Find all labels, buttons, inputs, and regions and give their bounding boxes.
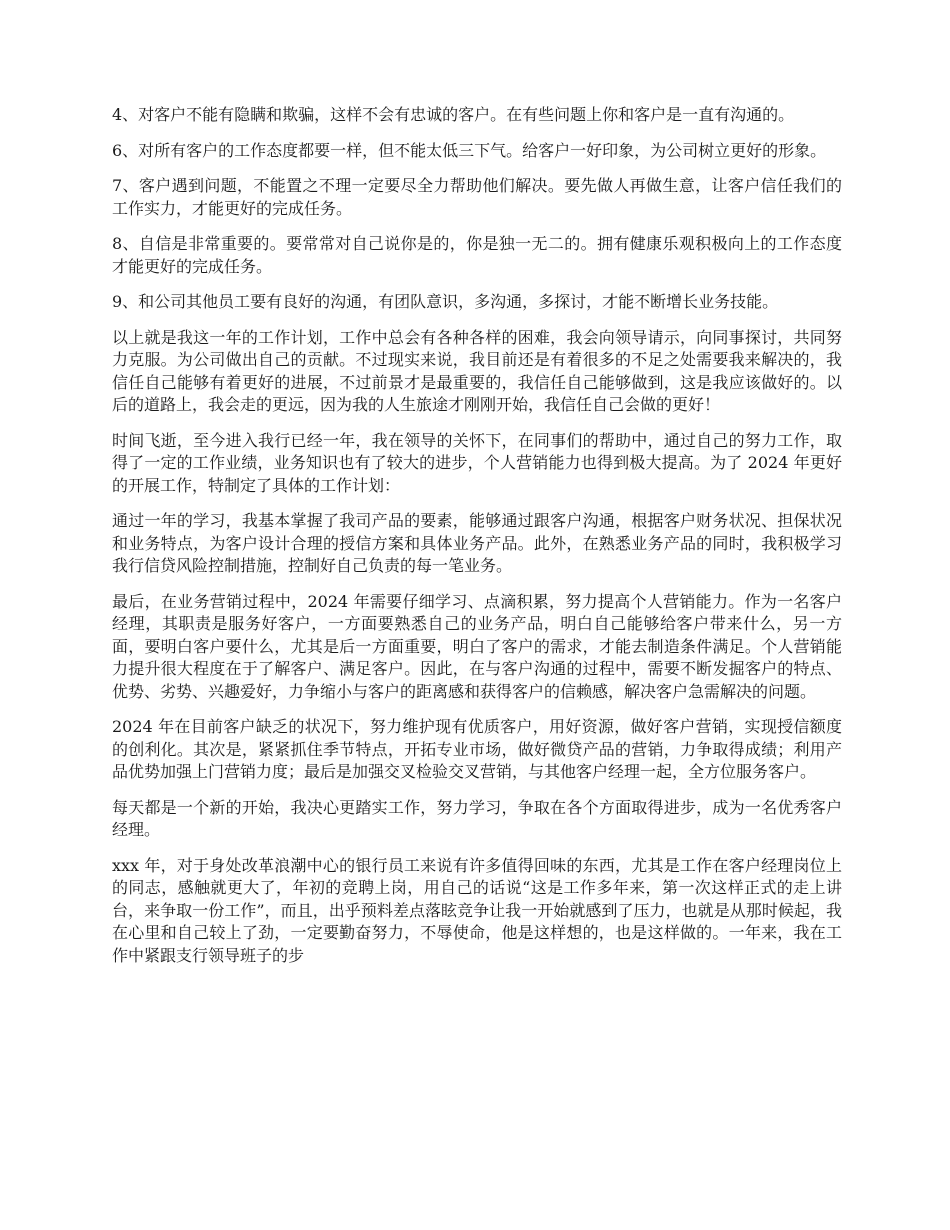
paragraph-time-flies: 时间飞逝，至今进入我行已经一年，我在领导的关怀下，在同事们的帮助中，通过自己的努力工作，取得了一定的工作业绩，业务知识也有了较大的进步，个人营销能力也得到极大提高。为了 2024 年更好的开展工作，特制定了具体的工作计划： bbox=[112, 430, 842, 495]
document-page bbox=[112, 104, 842, 980]
paragraph-item-4: 4、对客户不能有隐瞒和欺骗，这样不会有忠诚的客户。在有些问题上你和客户是一直有沟通的。 bbox=[112, 105, 795, 124]
paragraph-summary: 以上就是我这一年的工作计划，工作中总会有各种各样的困难，我会向领导请示，向同事探讨，共同努力克服。为公司做出自己的贡献。不过现实来说，我目前还是有着很多的不足之处需要我来解决的，我信任自己能够有着更好的进展，不过前景才是最重要的，我信任自己能够做到，这是我应该做好的。以后的道路上，我会走的更远，因为我的人生旅途才刚刚开始，我信任自己会做的更好！ bbox=[112, 327, 842, 414]
paragraph-new-start: 每天都是一个新的开始，我决心更踏实工作，努力学习，争取在各个方面取得进步，成为一名优秀客户经理。 bbox=[112, 797, 842, 839]
paragraph-item-8: 8、自信是非常重要的。要常常对自己说你是的，你是独一无二的。拥有健康乐观积极向上的工作态度才能更好的完成任务。 bbox=[112, 234, 842, 276]
paragraph-xxx-year: xxx 年，对于身处改革浪潮中心的银行员工来说有许多值得回味的东西，尤其是工作在客户经理岗位上的同志，感触就更大了，年初的竞聘上岗，用自己的话说“这是工作多年来，第一次这样正式的走上讲台，来争取一份工作”，而且，出乎预料差点落眩竞争让我一开始就感到了压力，也就是从那时候起，我在心里和自己较上了劲，一定要勤奋努力，不辱使命，他是这样想的，也是这样做的。一年来，我在工作中紧跟支行领导班子的步 bbox=[112, 855, 842, 965]
paragraph-item-9: 9、和公司其他员工要有良好的沟通，有团队意识，多沟通，多探讨，才能不断增长业务技能。 bbox=[112, 292, 779, 311]
paragraph-learning: 通过一年的学习，我基本掌握了我司产品的要素，能够通过跟客户沟通，根据客户财务状况、担保状况和业务特点，为客户设计合理的授信方案和具体业务产品。此外，在熟悉业务产品的同时，我积极学习我行信贷风险控制措施，控制好自己负责的每一笔业务。 bbox=[112, 511, 842, 575]
paragraph-marketing: 最后，在业务营销过程中，2024 年需要仔细学习、点滴积累，努力提高个人营销能力。作为一名客户经理，其职责是服务好客户，一方面要熟悉自己的业务产品，明白自己能够给客户带来什么，另一方面，要明白客户要什么，尤其是后一方面重要，明白了客户的需求，才能去制造条件满足。个人营销能力提升很大程度在于了解客户、满足客户。因此，在与客户沟通的过程中，需要不断发掘客户的特点、优势、劣势、兴趣爱好，力争缩小与客户的距离感和获得客户的信赖感，解决客户急需解决的问题。 bbox=[112, 591, 842, 701]
paragraph-2024-plan: 2024 年在目前客户缺乏的状况下，努力维护现有优质客户，用好资源，做好客户营销，实现授信额度的创利化。其次是，紧紧抓住季节特点，开拓专业市场，做好微贷产品的营销，力争取得成绩；利用产品优势加强上门营销力度；最后是加强交叉检验交叉营销，与其他客户经理一起，全方位服务客户。 bbox=[112, 717, 842, 781]
paragraph-item-6: 6、对所有客户的工作态度都要一样，但不能太低三下气。给客户一好印象，为公司树立更好的形象。 bbox=[112, 140, 827, 160]
paragraph-item-7: 7、客户遇到问题，不能置之不理一定要尽全力帮助他们解决。要先做人再做生意，让客户信任我们的工作实力，才能更好的完成任务。 bbox=[112, 176, 842, 218]
